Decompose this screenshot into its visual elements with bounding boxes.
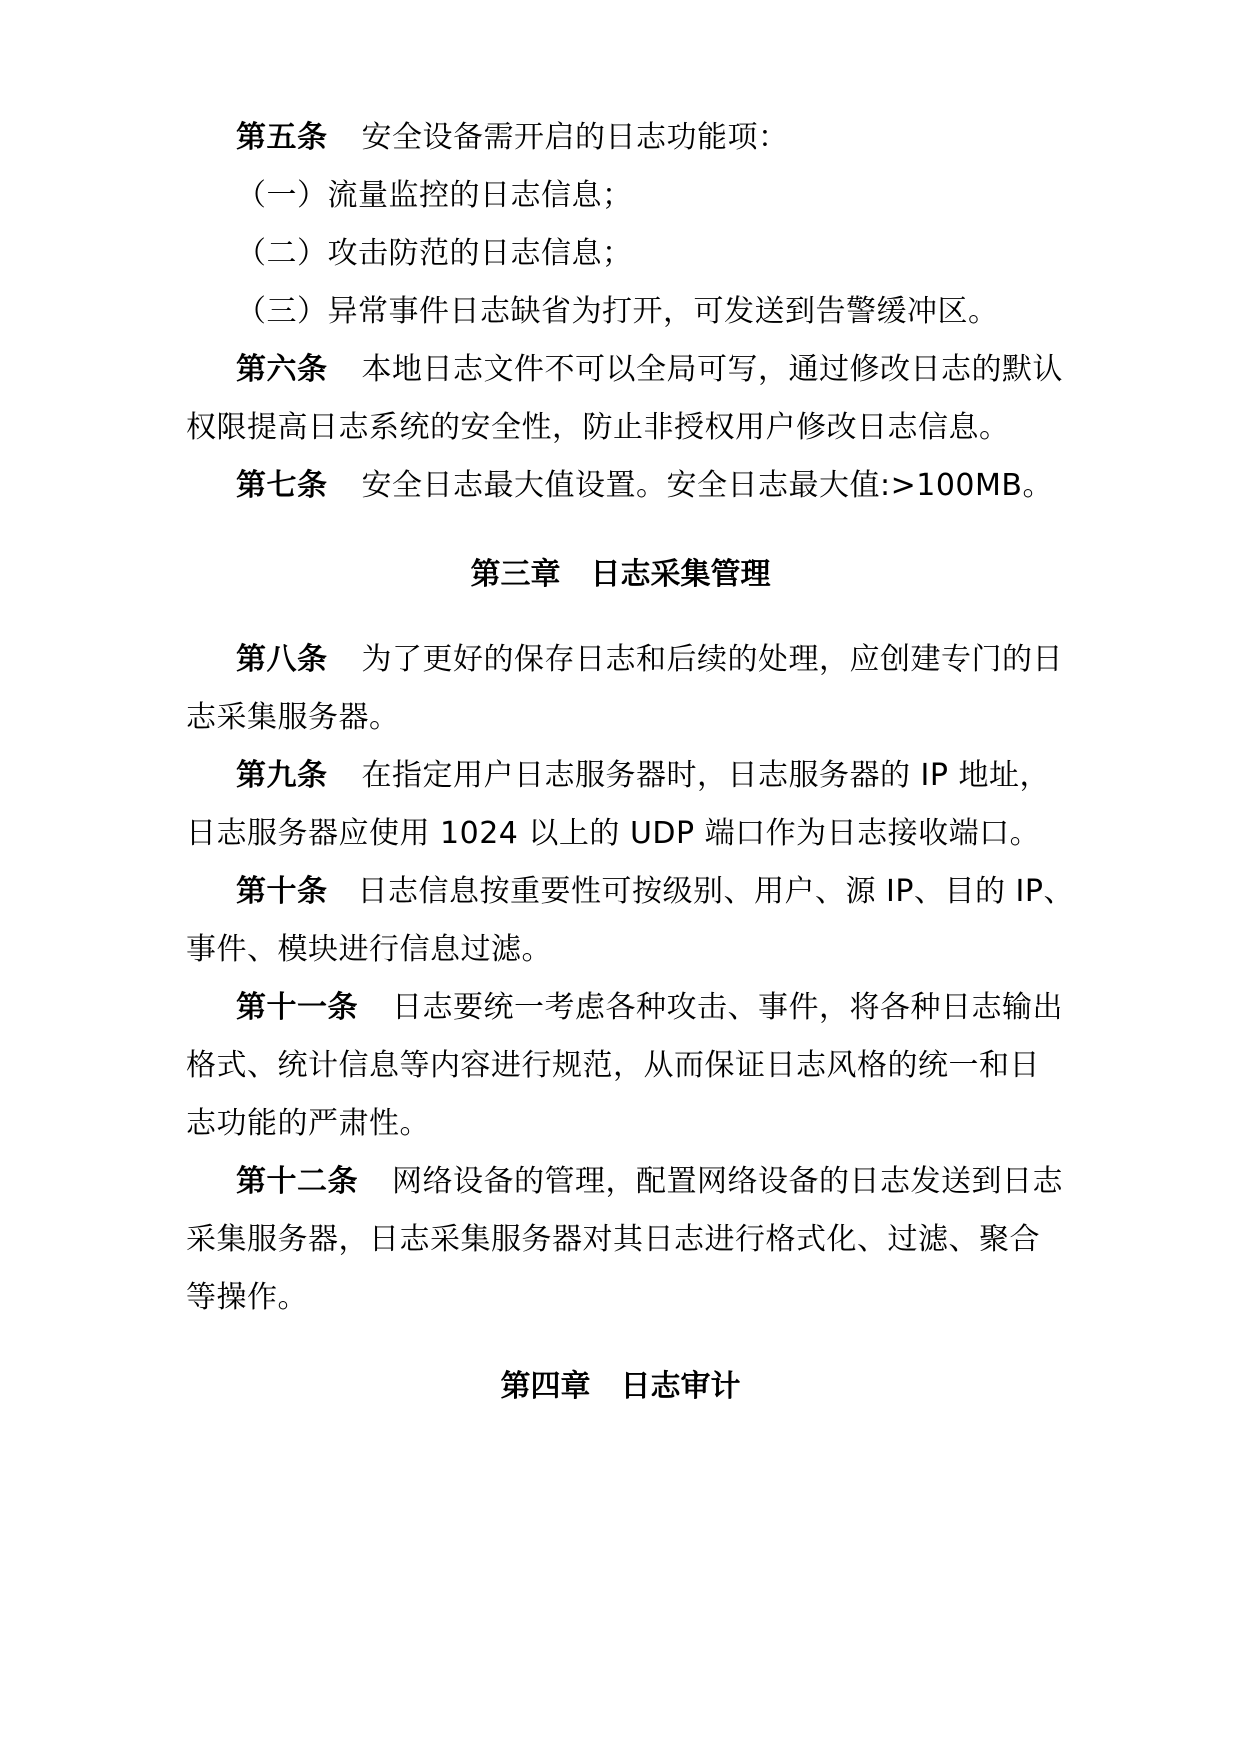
- article-8-line-2: 志采集服务器。: [186, 700, 400, 735]
- article-10-line-1: [236, 872, 1196, 912]
- article-6-label: 第六条: [236, 352, 328, 387]
- article-11-line-2: 格式、统计信息等内容进行规范，从而保证日志风格的统一和日: [186, 1048, 1040, 1083]
- chapter-4-number: 第四章: [500, 1369, 591, 1404]
- article-12-label: 第十二条: [236, 1164, 358, 1199]
- chapter-3-title: 日志采集管理: [590, 557, 771, 592]
- article-11-line-3: 志功能的严肃性。: [186, 1106, 430, 1141]
- chapter-3-heading: [0, 555, 1241, 595]
- chapter-4-heading: [0, 1367, 1241, 1407]
- article-8-text-1: 为了更好的保存日志和后续的处理，应创建专门的日: [361, 642, 1063, 677]
- article-8-label: 第八条: [236, 642, 328, 677]
- article-10-text-1: 日志信息按重要性可按级别、用户、源 IP、目的 IP、: [357, 874, 1074, 909]
- article-9-text-1: 在指定用户日志服务器时，日志服务器的 IP 地址，: [361, 758, 1051, 793]
- article-12-line-1: [236, 1162, 1196, 1202]
- chapter-3-number: 第三章: [470, 557, 561, 592]
- article-10-label: 第十条: [236, 874, 328, 909]
- article-5-item-1: （一）流量监控的日志信息；: [236, 178, 633, 213]
- article-12-line-3: 等操作。: [186, 1280, 308, 1315]
- article-9-label: 第九条: [236, 758, 328, 793]
- article-12-text-1: 网络设备的管理，配置网络设备的日志发送到日志: [392, 1164, 1063, 1199]
- article-6-text-1: 本地日志文件不可以全局可写，通过修改日志的默认: [361, 352, 1063, 387]
- article-5-line-1: [236, 118, 1196, 158]
- article-5-text: 安全设备需开启的日志功能项：: [361, 120, 789, 155]
- article-11-text-1: 日志要统一考虑各种攻击、事件，将各种日志输出: [392, 990, 1063, 1025]
- article-7-text: 安全日志最大值设置。安全日志最大值:>100MB。: [361, 468, 1053, 503]
- article-11-label: 第十一条: [236, 990, 358, 1025]
- article-6-line-1: [236, 350, 1196, 390]
- article-11-line-1: [236, 988, 1196, 1028]
- article-5-item-3: （三）异常事件日志缺省为打开，可发送到告警缓冲区。: [236, 294, 999, 329]
- article-8-line-1: [236, 640, 1196, 680]
- article-6-line-2: 权限提高日志系统的安全性，防止非授权用户修改日志信息。: [186, 410, 1010, 445]
- article-12-line-2: 采集服务器，日志采集服务器对其日志进行格式化、过滤、聚合: [186, 1222, 1040, 1257]
- article-7-label: 第七条: [236, 468, 328, 503]
- article-9-line-1: [236, 756, 1196, 796]
- chapter-4-title: 日志审计: [620, 1369, 741, 1404]
- article-5-item-2: （二）攻击防范的日志信息；: [236, 236, 633, 271]
- article-10-line-2: 事件、模块进行信息过滤。: [186, 932, 552, 967]
- article-9-line-2: 日志服务器应使用 1024 以上的 UDP 端口作为日志接收端口。: [186, 816, 1041, 851]
- article-5-label: 第五条: [236, 120, 328, 155]
- article-7-line-1: [236, 466, 1196, 506]
